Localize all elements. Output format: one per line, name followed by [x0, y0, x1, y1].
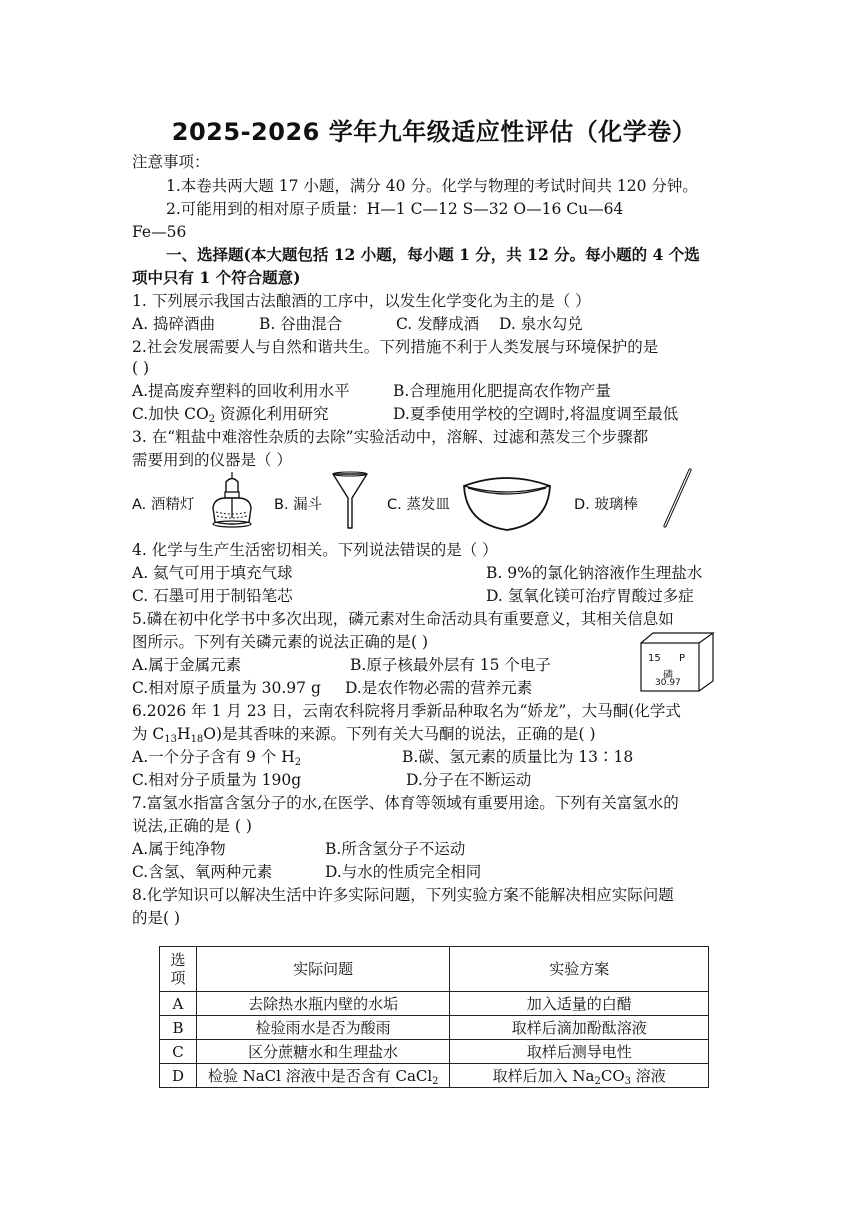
q3-option-d: D. 玻璃棒 [574, 497, 638, 513]
q2-stem-line2: ( ) [132, 359, 150, 377]
row-plan: 加入适量的白醋 [450, 992, 709, 1016]
evaporating-dish-icon [460, 472, 554, 534]
q7-stem-line1: 7.富氢水指富含氢分子的水,在医学、体育等领域有重要用途。下列有关富氢水的 [132, 794, 679, 812]
section1-heading-line1: 一、选择题(本大题包括 12 小题，每小题 1 分，共 12 分。每小题的 4 个选 [166, 245, 700, 264]
q4-option-b: B. 9%的氯化钠溶液作生理盐水 [486, 564, 703, 582]
row-problem: 去除热水瓶内壁的水垢 [196, 992, 450, 1016]
q7-option-c: C.含氢、氧两种元素 [132, 863, 273, 881]
notice-heading: 注意事项： [132, 153, 210, 171]
q5-option-d: D.是农作物必需的营养元素 [345, 679, 533, 697]
header-problem: 实际问题 [196, 947, 450, 992]
header-option: 选 项 [160, 947, 197, 992]
row-problem: 检验 NaCl 溶液中是否含有 CaCl$_2$ [196, 1064, 450, 1088]
phosphorus-element-card [639, 631, 715, 693]
q1-option-a: A. 捣碎酒曲 [132, 315, 216, 333]
row-plan: 取样后加入 $Na_2CO_3$ 溶液 [450, 1064, 709, 1088]
element-number: 15 [648, 653, 661, 664]
q2-option-d: D.夏季使用学校的空调时,将温度调至最低 [393, 405, 679, 423]
q5-stem-line2: 图所示。下列有关磷元素的说法正确的是( ) [132, 633, 429, 651]
table-row [160, 1064, 709, 1088]
q2-option-c: C.加快 $CO_2$ 资源化利用研究 [132, 405, 329, 425]
header-plan: 实验方案 [450, 947, 709, 992]
table-row [160, 1040, 709, 1064]
q7-option-d: D.与水的性质完全相同 [325, 863, 482, 881]
funnel-icon [330, 470, 370, 532]
q6-option-d: D.分子在不断运动 [406, 771, 532, 789]
q5-stem-line1: 5.磷在初中化学书中多次出现，磷元素对生命活动具有重要意义，其相关信息如 [132, 610, 674, 628]
q7-option-b: B.所含氢分子不运动 [325, 840, 466, 858]
q6-option-a: A.一个分子含有 9 个 $H_2$ [132, 748, 302, 768]
row-option: C [160, 1040, 197, 1064]
q5-option-c: C.相对原子质量为 30.97 g [132, 679, 321, 697]
element-symbol: P [679, 653, 686, 664]
q3-option-c: C. 蒸发皿 [387, 497, 450, 513]
q1-option-b: B. 谷曲混合 [259, 315, 343, 333]
q6-option-b: B.碳、氢元素的质量比为 13∶18 [402, 748, 634, 766]
row-option: D [160, 1064, 197, 1088]
row-problem: 区分蔗糖水和生理盐水 [196, 1040, 450, 1064]
q5-option-b: B.原子核最外层有 15 个电子 [350, 656, 551, 674]
table-row [160, 992, 709, 1016]
element-name: 磷 [663, 670, 673, 681]
experiment-table [159, 946, 709, 1088]
q6-stem-line2: 为 $C_{13}H_{18}O$)是其香味的来源。下列有关大马酮的说法，正确的是( ) [132, 725, 596, 745]
q7-stem-line2: 说法,正确的是 ( ) [132, 817, 252, 835]
notice-item-2-continued: Fe—56 [132, 223, 187, 241]
table-row [160, 1016, 709, 1040]
glass-rod-icon [660, 467, 694, 529]
alcohol-lamp-icon [208, 470, 256, 528]
element-mass: 30.97 [655, 678, 681, 688]
row-problem: 检验雨水是否为酸雨 [196, 1016, 450, 1040]
q4-stem: 4. 化学与生产生活密切相关。下列说法错误的是（ ） [132, 541, 498, 559]
q4-option-d: D. 氢氧化镁可治疗胃酸过多症 [486, 587, 694, 605]
q8-stem-line2: 的是( ) [132, 909, 181, 927]
q6-option-c: C.相对分子质量为 190g [132, 771, 302, 789]
row-option: A [160, 992, 197, 1016]
table-header-row [160, 947, 709, 992]
q1-stem: 1. 下列展示我国古法酿酒的工序中，以发生化学变化为主的是（ ） [132, 292, 591, 310]
q4-option-a: A. 氦气可用于填充气球 [132, 564, 293, 582]
row-option: B [160, 1016, 197, 1040]
q2-option-b: B.合理施用化肥提高农作物产量 [393, 382, 611, 400]
q3-stem-line2: 需要用到的仪器是（ ） [132, 451, 292, 469]
page-title: 2025-2026 学年九年级适应性评估（化学卷） [171, 118, 697, 146]
section1-heading-line2: 项中只有 1 个符合题意) [132, 268, 301, 287]
q3-option-a: A. 酒精灯 [132, 497, 195, 513]
q4-option-c: C. 石墨可用于制铅笔芯 [132, 587, 293, 605]
q2-stem-line1: 2.社会发展需要人与自然和谐共生。下列措施不利于人类发展与环境保护的是 [132, 338, 659, 356]
notice-item-2: 2.可能用到的相对原子质量：H—1 C—12 S—32 O—16 Cu—64 [166, 200, 624, 218]
q1-option-d: D. 泉水勾兑 [499, 315, 583, 333]
notice-item-1: 1.本卷共两大题 17 小题，满分 40 分。化学与物理的考试时间共 120 分钟。 [166, 177, 698, 195]
row-plan: 取样后测导电性 [450, 1040, 709, 1064]
row-plan: 取样后滴加酚酞溶液 [450, 1016, 709, 1040]
q5-option-a: A.属于金属元素 [132, 656, 242, 674]
q7-option-a: A.属于纯净物 [132, 840, 226, 858]
q2-option-a: A.提高废弃塑料的回收利用水平 [132, 382, 350, 400]
q1-option-c: C. 发酵成酒 [396, 315, 480, 333]
q6-stem-line1: 6.2026 年 1 月 23 日，云南农科院将月季新品种取名为“娇龙”，大马酮(化学式 [132, 702, 681, 720]
q3-option-b: B. 漏斗 [274, 497, 323, 513]
q3-stem-line1: 3. 在“粗盐中难溶性杂质的去除”实验活动中，溶解、过滤和蒸发三个步骤都 [132, 428, 649, 446]
q8-stem-line1: 8.化学知识可以解决生活中许多实际问题，下列实验方案不能解决相应实际问题 [132, 886, 674, 904]
